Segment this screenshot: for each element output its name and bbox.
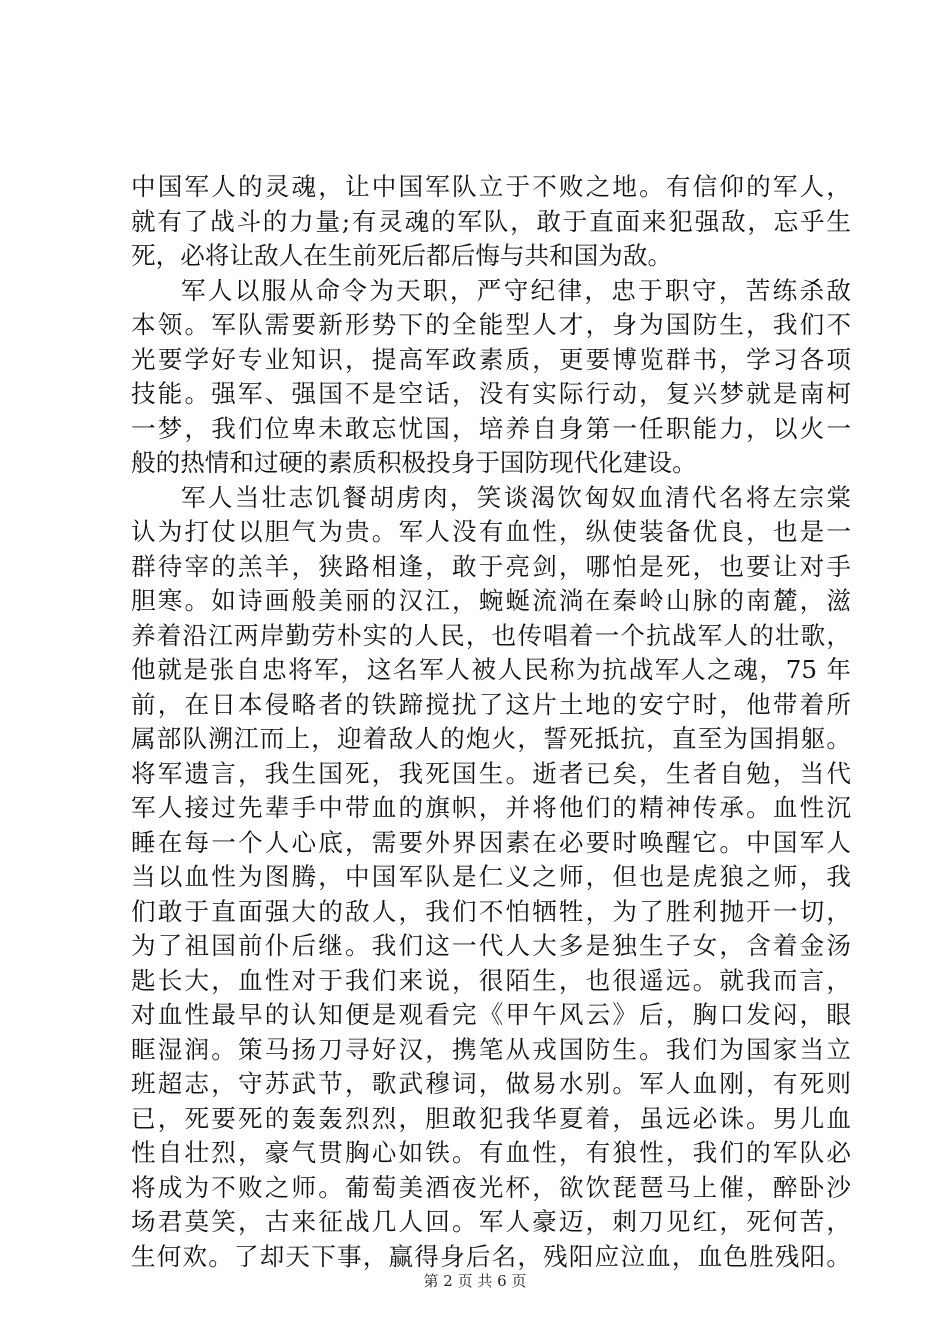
paragraph-line: 般的热情和过硬的素质积极投身于国防现代化建设。 (131, 448, 697, 477)
paragraph-line: 胆寒。如诗画般美丽的汉江，蜿蜒流淌在秦岭山脉的南麓，滋 (131, 586, 851, 615)
paragraph-line: 军人接过先辈手中带血的旗帜，并将他们的精神传承。血性沉 (131, 793, 851, 822)
paragraph-line: 光要学好专业知识，提高军政素质，更要博览群书，学习各项 (131, 344, 851, 374)
paragraph-line: 中国军人的灵魂，让中国军队立于不败之地。有信仰的军人， (131, 172, 851, 201)
paragraph-line: 一梦，我们位卑未敢忘忧国，培养自身第一任职能力，以火一 (131, 413, 851, 443)
paragraph-line: 就有了战斗的力量;有灵魂的军队，敢于直面来犯强敌，忘乎生 (131, 206, 851, 236)
paragraph-line: 性自壮烈，豪气贯胸心如铁。有血性，有狼性，我们的军队必 (131, 1138, 851, 1167)
paragraph-line: 养着沿江两岸勤劳朴实的人民，也传唱着一个抗战军人的壮歌， (131, 620, 851, 650)
paragraph-line: 已，死要死的轰轰烈烈，胆敢犯我华夏着，虽远必诛。男儿血 (131, 1103, 851, 1133)
paragraph-line: 军人以服从命令为天职，严守纪律，忠于职守，苦练杀敌 (181, 275, 851, 305)
paragraph-line: 生何欢。了却天下事，赢得身后名，残阳应泣血，血色胜残阳。 (131, 1241, 851, 1271)
paragraph-line: 对血性最早的认知便是观看完《甲午风云》后，胸口发闷，眼 (131, 1000, 851, 1029)
paragraph-line: 死，必将让敌人在生前死后都后悔与共和国为敌。 (131, 241, 673, 270)
paragraph-line: 匙长大，血性对于我们来说，很陌生，也很遥远。就我而言， (131, 965, 851, 995)
paragraph-line: 场君莫笑，古来征战几人回。军人豪迈，刺刀见红，死何苦， (131, 1207, 851, 1236)
paragraph-line: 属部队溯江而上，迎着敌人的炮火，誓死抵抗，直至为国捐躯。 (131, 724, 851, 753)
paragraph-line: 将成为不败之师。葡萄美酒夜光杯，欲饮琵琶马上催，醉卧沙 (131, 1172, 851, 1202)
paragraph-line: 睡在每一个人心底，需要外界因素在必要时唤醒它。中国军人 (131, 827, 851, 857)
paragraph-line: 为了祖国前仆后继。我们这一代人大多是独生子女，含着金汤 (131, 931, 851, 960)
paragraph-line: 班超志，守苏武节，歌武穆词，做易水别。军人血刚，有死则 (131, 1069, 851, 1098)
paragraph-line: 前，在日本侵略者的铁蹄搅扰了这片土地的安宁时，他带着所 (131, 689, 851, 719)
page-number-footer: 第 2 页 共 6 页 (423, 1272, 527, 1290)
paragraph-line: 群待宰的羔羊，狭路相逢，敢于亮剑，哪怕是死，也要让对手 (131, 551, 851, 581)
paragraph-line: 眶湿润。策马扬刀寻好汉，携笔从戎国防生。我们为国家当立 (131, 1034, 851, 1064)
paragraph-line: 当以血性为图腾，中国军队是仁义之师，但也是虎狼之师，我 (131, 862, 851, 891)
document-body (131, 170, 851, 1274)
paragraph-line: 他就是张自忠将军，这名军人被人民称为抗战军人之魂，75 年 (131, 655, 851, 684)
paragraph-line: 认为打仗以胆气为贵。军人没有血性，纵使装备优良，也是一 (131, 517, 851, 546)
paragraph-line: 将军遗言，我生国死，我死国生。逝者已矣，生者自勉，当代 (131, 758, 851, 788)
paragraph-line: 本领。军队需要新形势下的全能型人才，身为国防生，我们不 (131, 310, 851, 339)
paragraph-line: 军人当壮志饥餐胡虏肉，笑谈渴饮匈奴血清代名将左宗棠 (181, 482, 851, 512)
paragraph-line: 们敢于直面强大的敌人，我们不怕牺牲，为了胜利抛开一切， (131, 896, 851, 926)
paragraph-line: 技能。强军、强国不是空话，没有实际行动，复兴梦就是南柯 (131, 379, 851, 408)
